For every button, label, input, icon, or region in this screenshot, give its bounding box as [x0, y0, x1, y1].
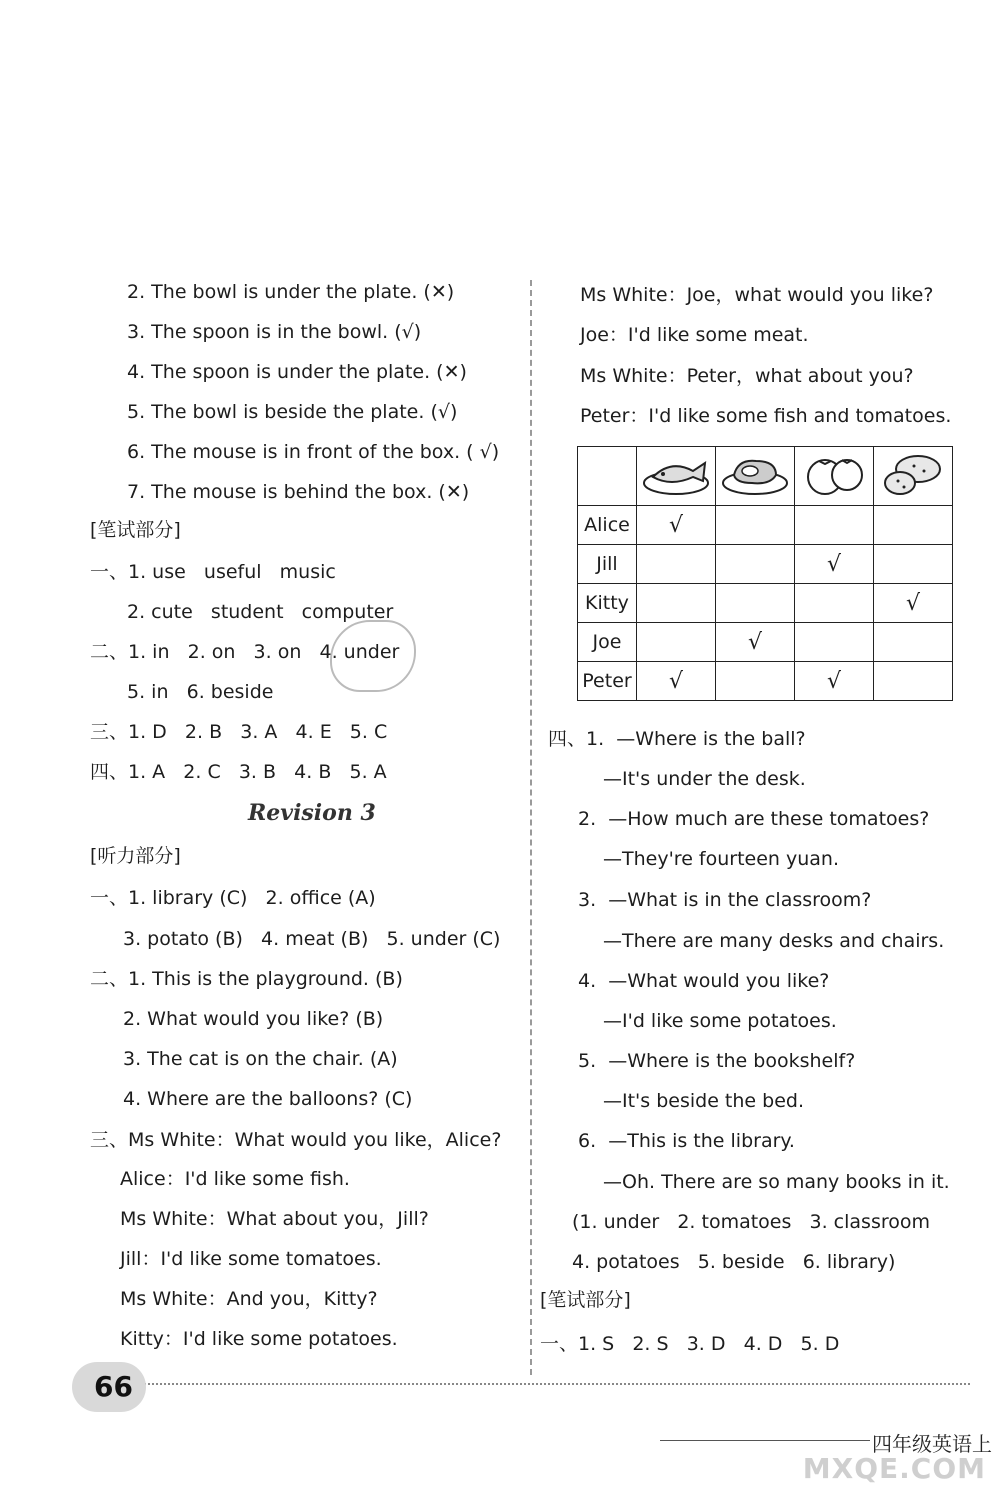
left-column-line: [笔试部分]: [90, 519, 181, 541]
right-column-line: 2. —How much are these tomatoes?: [578, 808, 930, 830]
table-cell-tomatoes: [795, 506, 874, 545]
left-column-line: 三、1. D 2. B 3. A 4. E 5. C: [90, 721, 388, 743]
table-cell-meat: [716, 623, 795, 662]
right-column-line: —Oh. There are so many books in it.: [603, 1171, 950, 1193]
right-column-line: [笔试部分]: [540, 1289, 631, 1311]
left-column-line: 2. The bowl is under the plate. (✕): [127, 281, 455, 303]
column-divider: [530, 280, 532, 1375]
left-column-line: 三、Ms White：What would you like，Alice?: [90, 1129, 502, 1151]
right-column-line: —They're fourteen yuan.: [603, 848, 840, 870]
left-column-line: Kitty：I'd like some potatoes.: [120, 1328, 398, 1350]
table-cell-meat: [716, 545, 795, 584]
fish-icon: [637, 447, 716, 506]
left-column-line: 3. The spoon is in the bowl. (√): [127, 321, 422, 343]
table-cell-potatoes: [874, 584, 953, 623]
footer-dotted-line: [140, 1383, 970, 1385]
table-cell-potatoes: [874, 545, 953, 584]
left-column-line: 4. The spoon is under the plate. (✕): [127, 361, 467, 383]
student-name-cell: Alice: [578, 506, 637, 545]
left-column-line: Ms White：And you，Kitty?: [120, 1288, 378, 1310]
left-column-line: 7. The mouse is behind the box. (✕): [127, 481, 470, 503]
left-column-line: 6. The mouse is in front of the box. ( √): [127, 441, 500, 463]
book-label: 四年级英语上: [872, 1432, 992, 1456]
stamp-image: [330, 620, 416, 692]
check-mark: √: [826, 668, 842, 694]
student-name-cell: Jill: [578, 545, 637, 584]
check-mark: √: [905, 590, 921, 616]
right-column-line: 4. —What would you like?: [578, 970, 830, 992]
food-preference-table: [577, 446, 953, 701]
left-column-line: 2. What would you like? (B): [123, 1008, 384, 1030]
left-column-line: 四、1. A 2. C 3. B 4. B 5. A: [90, 761, 387, 783]
left-column-line: 一、1. library (C) 2. office (A): [90, 887, 376, 909]
right-column-line: —There are many desks and chairs.: [603, 930, 945, 952]
student-name-cell: Peter: [578, 662, 637, 701]
right-column-line: (1. under 2. tomatoes 3. classroom: [572, 1211, 931, 1233]
table-cell-potatoes: [874, 623, 953, 662]
right-column-line: Ms White：Joe，what would you like?: [580, 284, 934, 306]
table-cell-tomatoes: [795, 623, 874, 662]
right-column-line: Ms White：Peter，what about you?: [580, 365, 914, 387]
right-column-line: Joe：I'd like some meat.: [580, 324, 809, 346]
check-mark: √: [668, 668, 684, 694]
table-row: [578, 662, 953, 701]
right-column-line: —It's under the desk.: [603, 768, 806, 790]
left-column-line: Alice：I'd like some fish.: [120, 1168, 350, 1190]
left-column-line: Jill：I'd like some tomatoes.: [120, 1248, 382, 1270]
table-cell-fish: [637, 584, 716, 623]
table-cell-tomatoes: [795, 584, 874, 623]
left-column-line: 3. The cat is on the chair. (A): [123, 1048, 398, 1070]
table-cell-fish: [637, 623, 716, 662]
tomato-icon: [795, 447, 874, 506]
footer-rule: [660, 1440, 870, 1441]
left-column-line: 3. potato (B) 4. meat (B) 5. under (C): [123, 928, 501, 950]
right-column-line: 3. —What is in the classroom?: [578, 889, 872, 911]
student-name-cell: Joe: [578, 623, 637, 662]
table-cell-fish: [637, 506, 716, 545]
student-name-cell: Kitty: [578, 584, 637, 623]
right-column-line: 4. potatoes 5. beside 6. library): [572, 1251, 896, 1273]
table-row: [578, 623, 953, 662]
table-row: [578, 584, 953, 623]
table-corner-cell: [578, 447, 637, 506]
left-column-line: 二、1. in 2. on 3. on 4. under: [90, 641, 400, 663]
right-column-line: —It's beside the bed.: [603, 1090, 805, 1112]
table-cell-tomatoes: [795, 545, 874, 584]
watermark-logo: MXQE.COM: [802, 1452, 986, 1485]
left-column-line: [听力部分]: [90, 845, 181, 867]
table-cell-meat: [716, 662, 795, 701]
check-mark: √: [747, 629, 763, 655]
meat-icon: [716, 447, 795, 506]
table-body: [578, 506, 953, 701]
left-column-line: 5. The bowl is beside the plate. (√): [127, 401, 458, 423]
left-column-line: 4. Where are the balloons? (C): [123, 1088, 413, 1110]
table-cell-meat: [716, 506, 795, 545]
right-column-line: 6. —This is the library.: [578, 1130, 795, 1152]
left-column-line: 一、1. use useful music: [90, 561, 336, 583]
right-column-line: 四、1. —Where is the ball?: [548, 728, 806, 750]
right-column-line: —I'd like some potatoes.: [603, 1010, 837, 1032]
left-column-line: Ms White：What about you，Jill?: [120, 1208, 429, 1230]
table-row: [578, 506, 953, 545]
left-column-line: 二、1. This is the playground. (B): [90, 968, 403, 990]
right-column-line: Peter：I'd like some fish and tomatoes.: [580, 405, 952, 427]
right-column-line: 一、1. S 2. S 3. D 4. D 5. D: [540, 1333, 840, 1355]
check-mark: √: [668, 512, 684, 538]
table-cell-fish: [637, 545, 716, 584]
table-cell-potatoes: [874, 662, 953, 701]
table-cell-tomatoes: [795, 662, 874, 701]
left-column-line: 5. in 6. beside: [127, 681, 274, 703]
page-number: 66: [94, 1370, 133, 1403]
table-cell-fish: [637, 662, 716, 701]
table-cell-meat: [716, 584, 795, 623]
table-cell-potatoes: [874, 506, 953, 545]
table-header-row: [578, 447, 953, 506]
table-row: [578, 545, 953, 584]
check-mark: √: [826, 551, 842, 577]
left-column-line: 2. cute student computer: [127, 601, 394, 623]
revision-title: Revision 3: [248, 800, 376, 826]
potato-icon: [874, 447, 953, 506]
right-column-line: 5. —Where is the bookshelf?: [578, 1050, 856, 1072]
